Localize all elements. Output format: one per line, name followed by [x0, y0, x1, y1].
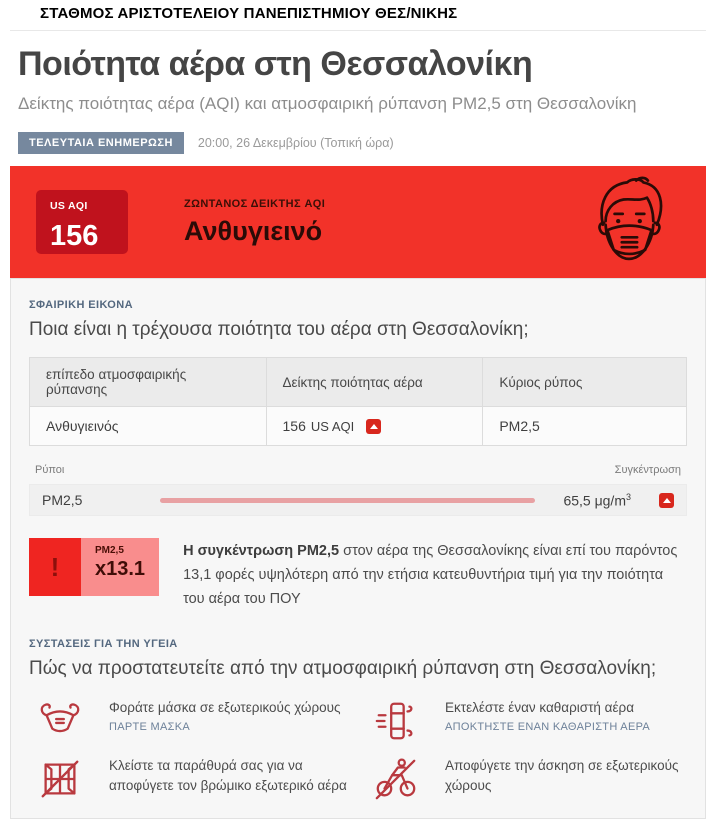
- overview-caption: ΣΦΑΙΡΙΚΗ ΕΙΚΟΝΑ: [29, 299, 133, 311]
- pollutant-name: PM2,5: [42, 492, 83, 508]
- get-air-purifier-link[interactable]: ΑΠΟΚΤΗΣΤΕ ΕΝΑΝ ΚΑΘΑΡΙΣΤΗ ΑΕΡΑ: [445, 721, 651, 734]
- aqi-table-cell: [283, 418, 467, 434]
- no-outdoor-exercise-icon: [373, 756, 419, 802]
- recommendation-close-windows: [29, 756, 351, 802]
- who-guideline-callout: [29, 538, 687, 612]
- air-purifier-icon: [373, 698, 419, 744]
- recommendation-title: Κλείστε τα παράθυρά σας για να αποφύγετε τον βρώμικο εξωτερικό αέρα: [109, 757, 347, 794]
- recommendation-wear-mask: [29, 698, 351, 744]
- aqi-value: 156: [50, 220, 99, 252]
- face-with-mask-icon: [584, 174, 674, 270]
- concentration-column-label: Συγκέντρωση: [614, 464, 681, 476]
- who-badge-multiplier: x13.1: [95, 558, 146, 580]
- table-row: [30, 407, 687, 446]
- pollutant-columns-header: [29, 464, 687, 476]
- main-panel: [10, 278, 706, 819]
- mask-icon: [37, 698, 83, 744]
- aqi-status-label: Ανθυγιεινό: [184, 215, 323, 246]
- arrow-up-icon: [659, 493, 674, 508]
- who-callout-text: Η συγκέντρωση PM2,5 στον αέρα της Θεσσαλονίκης είναι επί του παρόντος 13,1 φορές υψηλότερη από την ετήσια κατευθυντήρια τιμή για την ποιότητα του αέρα του ΠΟΥ: [183, 543, 678, 607]
- aqi-number: 156: [282, 418, 306, 434]
- page-subtitle: Δείκτης ποιότητας αέρα (AQI) και ατμοσφαιρική ρύπανση PM2,5 στη Θεσσαλονίκη: [18, 94, 637, 113]
- pollution-level-value: Ανθυγιεινός: [30, 407, 267, 446]
- aqi-scale: US AQI: [310, 418, 355, 434]
- recommendation-title: Αποφύγετε την άσκηση σε εξωτερικούς χώρους: [445, 757, 679, 794]
- last-update-time: 20:00, 26 Δεκεμβρίου (Τοπική ώρα): [197, 136, 394, 150]
- aqi-scale-label: US AQI: [50, 200, 88, 212]
- page-title: Ποιότητα αέρα στη Θεσσαλονίκη: [18, 45, 533, 83]
- main-pollutant-value: PM2,5: [483, 407, 687, 446]
- recommendation-title: Εκτελέστε έναν καθαριστή αέρα: [445, 699, 634, 715]
- health-question: Πώς να προστατευτείτε από την ατμοσφαιρική ρύπανση στη Θεσσαλονίκη;: [29, 657, 657, 679]
- recommendation-avoid-exercise: [365, 756, 687, 802]
- recommendation-title: Φοράτε μάσκα σε εξωτερικούς χώρους: [109, 699, 341, 715]
- get-mask-link[interactable]: ΠΑΡΤΕ ΜΑΣΚΑ: [109, 721, 191, 734]
- live-aqi-caption: ΖΩΝΤΑΝΟΣ ΔΕΙΚΤΗΣ AQI: [184, 197, 326, 210]
- overview-question: Ποια είναι η τρέχουσα ποιότητα του αέρα στη Θεσσαλονίκη;: [29, 319, 529, 340]
- page-header: [10, 30, 706, 154]
- who-multiplier-badge: [29, 538, 159, 596]
- air-quality-table: [29, 357, 687, 446]
- recommendation-air-purifier: [365, 698, 687, 744]
- arrow-up-icon: [366, 419, 381, 434]
- exclamation-icon: !: [29, 538, 81, 596]
- last-update-badge: ΤΕΛΕΥΤΑΙΑ ΕΝΗΜΕΡΩΣΗ: [18, 132, 184, 154]
- pollutant-row-pm25: [29, 484, 687, 516]
- last-update-row: [18, 132, 698, 154]
- pollutants-column-label: Ρύποι: [35, 464, 65, 476]
- who-badge-pollutant: PM2,5: [95, 545, 124, 556]
- col-header-aqi: Δείκτης ποιότητας αέρα: [266, 358, 483, 407]
- recommendations-grid: [29, 698, 687, 802]
- concentration-value: 65,5 $\mu g/m^3$: [563, 491, 631, 509]
- station-label: ΣΤΑΘΜΟΣ ΑΡΙΣΤΟΤΕΛΕΙΟΥ ΠΑΝΕΠΙΣΤΗΜΙΟΥ ΘΕΣ/ΝΙΚΗΣ: [40, 5, 458, 22]
- aqi-banner: [10, 166, 706, 278]
- closed-window-icon: [37, 756, 83, 802]
- col-header-pollution-level: επίπεδο ατμοσφαιρικής ρύπανσης: [30, 358, 267, 407]
- table-header-row: [30, 358, 687, 407]
- concentration-bar-track: [160, 498, 535, 503]
- aqi-value-box: [36, 190, 128, 254]
- col-header-main-pollutant: Κύριος ρύπος: [483, 358, 687, 407]
- health-caption: ΣΥΣΤΑΣΕΙΣ ΓΙΑ ΤΗΝ ΥΓΕΙΑ: [29, 637, 178, 650]
